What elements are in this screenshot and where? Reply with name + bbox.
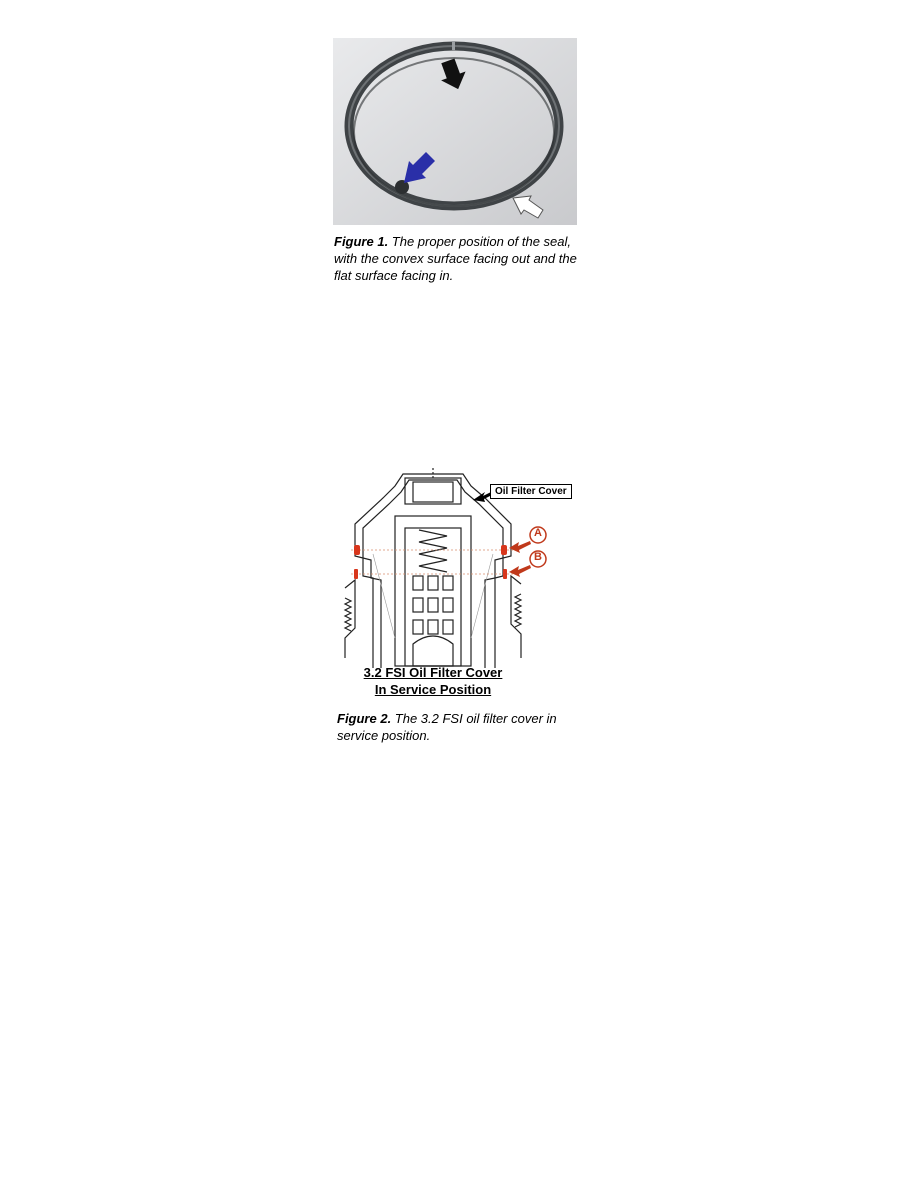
figure-1-caption <box>334 233 584 284</box>
figure-2-title <box>333 664 533 698</box>
label-b: B <box>534 551 542 563</box>
figure-2-caption <box>337 710 587 744</box>
figure-2-image <box>333 468 575 704</box>
figure-2-title-line2: In Service Position <box>374 682 492 697</box>
oil-filter-cover-callout: Oil Filter Cover <box>490 484 572 499</box>
figure-1-caption-label: Figure 1. <box>334 234 389 249</box>
figure-2-caption-text: The 3.2 FSI oil filter cover in service position. <box>337 711 557 743</box>
figure-2-title-line1: 3.2 FSI Oil Filter Cover <box>363 665 503 680</box>
figure-2-caption-label: Figure 2. <box>337 711 392 726</box>
label-a: A <box>534 527 542 539</box>
figure-1-image <box>333 38 577 225</box>
figure-1-caption-text: The proper position of the seal, with the convex surface facing out and the flat surface facing in. <box>334 234 577 283</box>
